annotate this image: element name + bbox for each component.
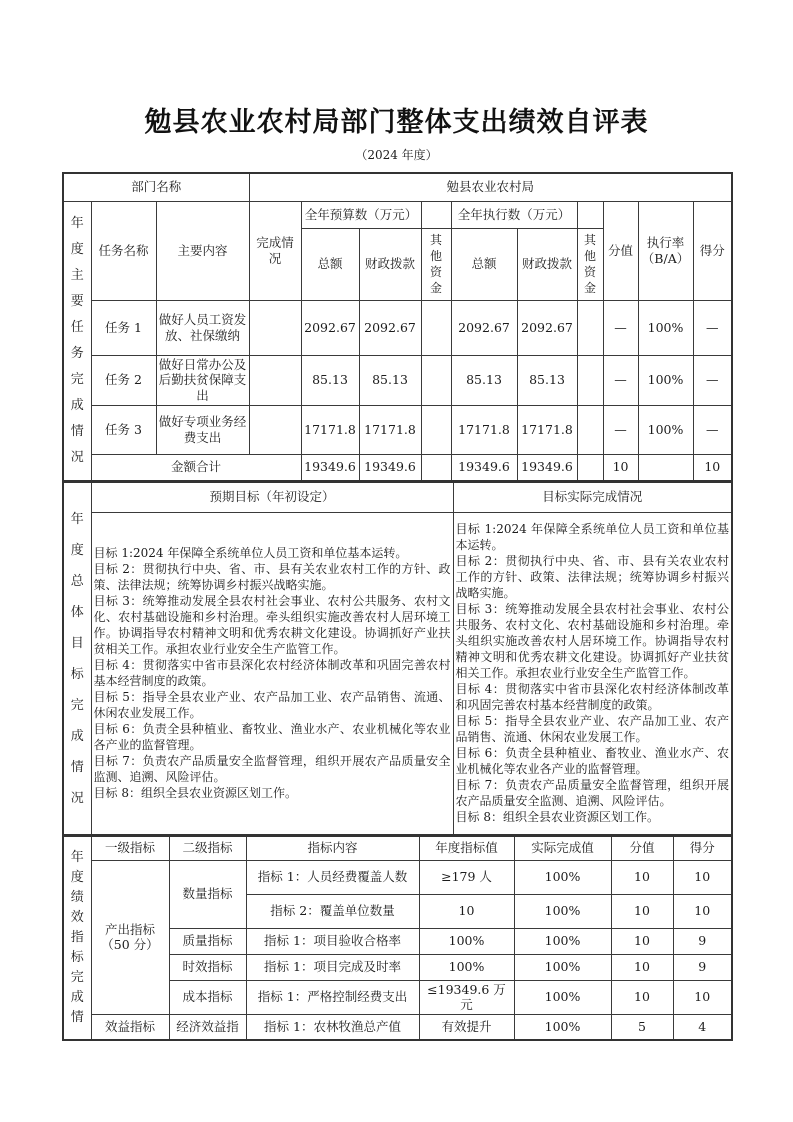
col-header-budget-total: 总额 [301, 228, 359, 300]
goals-content-row [63, 512, 732, 835]
dept-row [63, 173, 732, 201]
expected-goal-line: 目标 4：贯彻落实中省市县深化农村经济体制改革和巩固完善农村基本经营制度的政策。 [93, 658, 451, 689]
indicators-header-row [63, 836, 732, 860]
tasks-section-label-text: 年度主要任务完成情况 [70, 215, 84, 465]
indicator-actual-cell: 100% [514, 928, 611, 954]
task-exec-total-cell: 2092.67 [451, 300, 517, 355]
indicator-actual-cell: 100% [514, 860, 611, 894]
actual-goal-line: 目标 6：负责全县种植业、畜牧业、渔业水产、农业机械化等农业各产业的监督管理。 [455, 746, 729, 777]
actual-goals-content [453, 512, 732, 835]
task-budget-total-cell: 2092.67 [301, 300, 359, 355]
task-exec-other-cell [577, 405, 603, 454]
task-budget-other-cell [421, 355, 451, 405]
total-exec-rate-cell [638, 454, 693, 481]
level1-output-cell: 产出指标（50 分） [91, 860, 169, 1014]
indicator-value-cell: 10 [611, 954, 673, 980]
col-header-budget-fiscal: 财政拨款 [359, 228, 421, 300]
indicator-value-cell: 10 [611, 980, 673, 1014]
task-exec-other-cell [577, 300, 603, 355]
tasks-header-row-1 [63, 201, 732, 228]
indicator-content-cell: 指标 1：项目完成及时率 [246, 954, 419, 980]
col-header-level2: 二级指标 [169, 836, 246, 860]
indicator-score-cell: 4 [673, 1014, 732, 1040]
col-header-level1: 一级指标 [91, 836, 169, 860]
expected-goal-line: 目标 6：负责全县种植业、畜牧业、渔业水产、农业机械化等农业各产业的监督管理。 [93, 722, 451, 753]
expected-goals-content [91, 512, 453, 835]
actual-goal-line: 目标 1:2024 年保障全系统单位人员工资和单位基本运转。 [455, 522, 729, 553]
actual-goal-line: 目标 3：统筹推动发展全县农村社会事业、农村公共服务、农村文化、农村基础设施和乡村治理。牵头组织实施改善农村人居环境工作。协调指导农村精神文明和优秀农耕文化建设。协调抓好产业扶贫相关工作。承担农业行业安全生产监管工作。 [455, 602, 729, 681]
budget-other-funds-spacer [421, 201, 451, 228]
col-header-exec-rate: 执行率（B/A） [638, 201, 693, 300]
indicator-score-cell: 9 [673, 928, 732, 954]
indicators-section-label-text: 年度绩效指标完成情 [70, 850, 84, 1026]
col-header-score-value: 分值 [603, 201, 638, 300]
task-budget-total-cell: 17171.8 [301, 405, 359, 454]
actual-goal-line: 目标 4：贯彻落实中省市县深化农村经济体制改革和巩固完善农村基本经营制度的政策。 [455, 682, 729, 713]
indicator-target-cell: 有效提升 [419, 1014, 514, 1040]
task-score-cell: — [693, 300, 732, 355]
col-header-exec-other [577, 228, 603, 300]
col-header-indicator-content: 指标内容 [246, 836, 419, 860]
report-title: 勉县农业农村局部门整体支出绩效自评表 [144, 107, 649, 137]
indicator-row [63, 860, 732, 894]
actual-goal-line: 目标 8：组织全县农业资源区划工作。 [455, 810, 659, 825]
task-score-value-cell: — [603, 300, 638, 355]
total-label-cell: 金额合计 [91, 454, 301, 481]
expected-goal-line: 目标 7：负责农产品质量安全监督管理，组织开展农产品质量安全监测、追溯、风险评估。 [93, 754, 451, 785]
indicator-score-cell: 9 [673, 954, 732, 980]
col-header-exec-total: 总额 [451, 228, 517, 300]
indicator-value-cell: 10 [611, 894, 673, 928]
col-header-score-value: 分值 [611, 836, 673, 860]
level2-quantity-cell: 数量指标 [169, 860, 246, 928]
task-exec-rate-cell: 100% [638, 300, 693, 355]
task-exec-total-cell: 17171.8 [451, 405, 517, 454]
task-row [63, 300, 732, 355]
task-budget-other-cell [421, 405, 451, 454]
level2-time-cell: 时效指标 [169, 954, 246, 980]
col-header-completion: 完成情况 [249, 201, 301, 300]
indicator-value-cell: 10 [611, 860, 673, 894]
task-completion-cell [249, 405, 301, 454]
actual-goals-header: 目标实际完成情况 [453, 482, 732, 512]
indicator-content-cell: 指标 1：农林牧渔总产值 [246, 1014, 419, 1040]
col-header-exec-group: 全年执行数（万元） [451, 201, 577, 228]
task-completion-cell [249, 300, 301, 355]
col-header-budget-group: 全年预算数（万元） [301, 201, 421, 228]
expected-goal-line: 目标 2：贯彻执行中央、省、市、县有关农业农村工作的方针、政策、法律法规；统筹协调乡村振兴战略实施。 [93, 562, 451, 593]
task-name-cell: 任务 2 [91, 355, 156, 405]
task-completion-cell [249, 355, 301, 405]
indicator-actual-cell: 100% [514, 980, 611, 1014]
report-subtitle: （2024 年度） [355, 148, 438, 162]
task-exec-fiscal-cell: 17171.8 [517, 405, 577, 454]
total-budget-total-cell: 19349.6 [301, 454, 359, 481]
total-exec-fiscal-cell: 19349.6 [517, 454, 577, 481]
indicator-target-cell: ≥179 人 [419, 860, 514, 894]
task-exec-other-cell [577, 355, 603, 405]
indicator-actual-cell: 100% [514, 894, 611, 928]
total-score-cell: 10 [693, 454, 732, 481]
col-header-budget-other [421, 228, 451, 300]
indicator-actual-cell: 100% [514, 1014, 611, 1040]
indicator-content-cell: 指标 1：项目验收合格率 [246, 928, 419, 954]
task-budget-total-cell: 85.13 [301, 355, 359, 405]
task-budget-fiscal-cell: 17171.8 [359, 405, 421, 454]
task-name-cell: 任务 1 [91, 300, 156, 355]
expected-goal-line: 目标 1:2024 年保障全系统单位人员工资和单位基本运转。 [93, 546, 408, 561]
actual-goal-line: 目标 7：负责农产品质量安全监督管理，组织开展农产品质量安全监测、追溯、风险评估。 [455, 778, 729, 809]
indicator-value-cell: 5 [611, 1014, 673, 1040]
task-row [63, 405, 732, 454]
task-score-cell: — [693, 405, 732, 454]
task-exec-rate-cell: 100% [638, 405, 693, 454]
col-header-exec-fiscal: 财政拨款 [517, 228, 577, 300]
tasks-total-row [63, 454, 732, 481]
expected-goal-line: 目标 3：统筹推动发展全县农村社会事业、农村公共服务、农村文化、农村基础设施和乡村治理。牵头组织实施改善农村人居环境工作。协调指导农村精神文明和优秀农耕文化建设。协调抓好产业扶贫相关工作。承担农业行业安全生产监管工作。 [93, 594, 451, 657]
col-header-target-value: 年度指标值 [419, 836, 514, 860]
indicators-table [62, 835, 733, 1041]
goals-section-label [63, 482, 91, 835]
expected-goal-line: 目标 5：指导全县农业产业、农产品加工业、农产品销售、流通、休闲农业发展工作。 [93, 690, 451, 721]
level1-benefit-cell: 效益指标 [91, 1014, 169, 1040]
exec-other-funds-spacer [577, 201, 603, 228]
task-budget-fiscal-cell: 2092.67 [359, 300, 421, 355]
total-exec-total-cell: 19349.6 [451, 454, 517, 481]
indicators-section-label [63, 836, 91, 1040]
task-exec-total-cell: 85.13 [451, 355, 517, 405]
level2-economic-cell: 经济效益指 [169, 1014, 246, 1040]
col-header-score: 得分 [693, 201, 732, 300]
goals-section-label-text: 年度总体目标完成情况 [70, 511, 84, 806]
indicator-score-cell: 10 [673, 860, 732, 894]
task-row [63, 355, 732, 405]
task-score-cell: — [693, 355, 732, 405]
indicator-content-cell: 指标 1：严格控制经费支出 [246, 980, 419, 1014]
task-content-cell: 做好人员工资发放、社保缴纳 [156, 300, 249, 355]
goals-header-row [63, 482, 732, 512]
total-score-value-cell: 10 [603, 454, 638, 481]
level2-cost-cell: 成本指标 [169, 980, 246, 1014]
expected-goal-line: 目标 8：组织全县农业资源区划工作。 [93, 786, 297, 801]
dept-name-label: 部门名称 [63, 173, 249, 201]
indicator-score-cell: 10 [673, 980, 732, 1014]
indicator-content-cell: 指标 2：覆盖单位数量 [246, 894, 419, 928]
expected-goals-header: 预期目标（年初设定） [91, 482, 453, 512]
level2-quality-cell: 质量指标 [169, 928, 246, 954]
task-budget-fiscal-cell: 85.13 [359, 355, 421, 405]
actual-goal-line: 目标 2：贯彻执行中央、省、市、县有关农业农村工作的方针、政策、法律法规；统筹协调乡村振兴战略实施。 [455, 554, 729, 601]
total-budget-fiscal-cell: 19349.6 [359, 454, 421, 481]
task-exec-rate-cell: 100% [638, 355, 693, 405]
task-content-cell: 做好专项业务经费支出 [156, 405, 249, 454]
task-score-value-cell: — [603, 355, 638, 405]
col-header-actual-value: 实际完成值 [514, 836, 611, 860]
indicator-value-cell: 10 [611, 928, 673, 954]
task-exec-fiscal-cell: 85.13 [517, 355, 577, 405]
task-name-cell: 任务 3 [91, 405, 156, 454]
exec-other-funds-label: 其他资金 [584, 233, 597, 295]
task-content-cell: 做好日常办公及后勤扶贫保障支出 [156, 355, 249, 405]
indicator-actual-cell: 100% [514, 954, 611, 980]
actual-goal-line: 目标 5：指导全县农业产业、农产品加工业、农产品销售、流通、休闲农业发展工作。 [455, 714, 729, 745]
indicator-row [63, 1014, 732, 1040]
budget-other-funds-label: 其他资金 [430, 233, 443, 295]
dept-name-value: 勉县农业农村局 [249, 173, 732, 201]
task-score-value-cell: — [603, 405, 638, 454]
total-exec-other-cell [577, 454, 603, 481]
indicator-target-cell: 100% [419, 954, 514, 980]
indicator-score-cell: 10 [673, 894, 732, 928]
task-budget-other-cell [421, 300, 451, 355]
col-header-score: 得分 [673, 836, 732, 860]
task-exec-fiscal-cell: 2092.67 [517, 300, 577, 355]
indicator-target-cell: 100% [419, 928, 514, 954]
indicator-target-cell: ≤19349.6 万元 [419, 980, 514, 1014]
col-header-main-content: 主要内容 [156, 201, 249, 300]
tasks-table [62, 172, 733, 482]
goals-table [62, 481, 733, 836]
indicator-content-cell: 指标 1：人员经费覆盖人数 [246, 860, 419, 894]
col-header-task-name: 任务名称 [91, 201, 156, 300]
indicator-target-cell: 10 [419, 894, 514, 928]
total-budget-other-cell [421, 454, 451, 481]
tasks-section-label [63, 201, 91, 481]
